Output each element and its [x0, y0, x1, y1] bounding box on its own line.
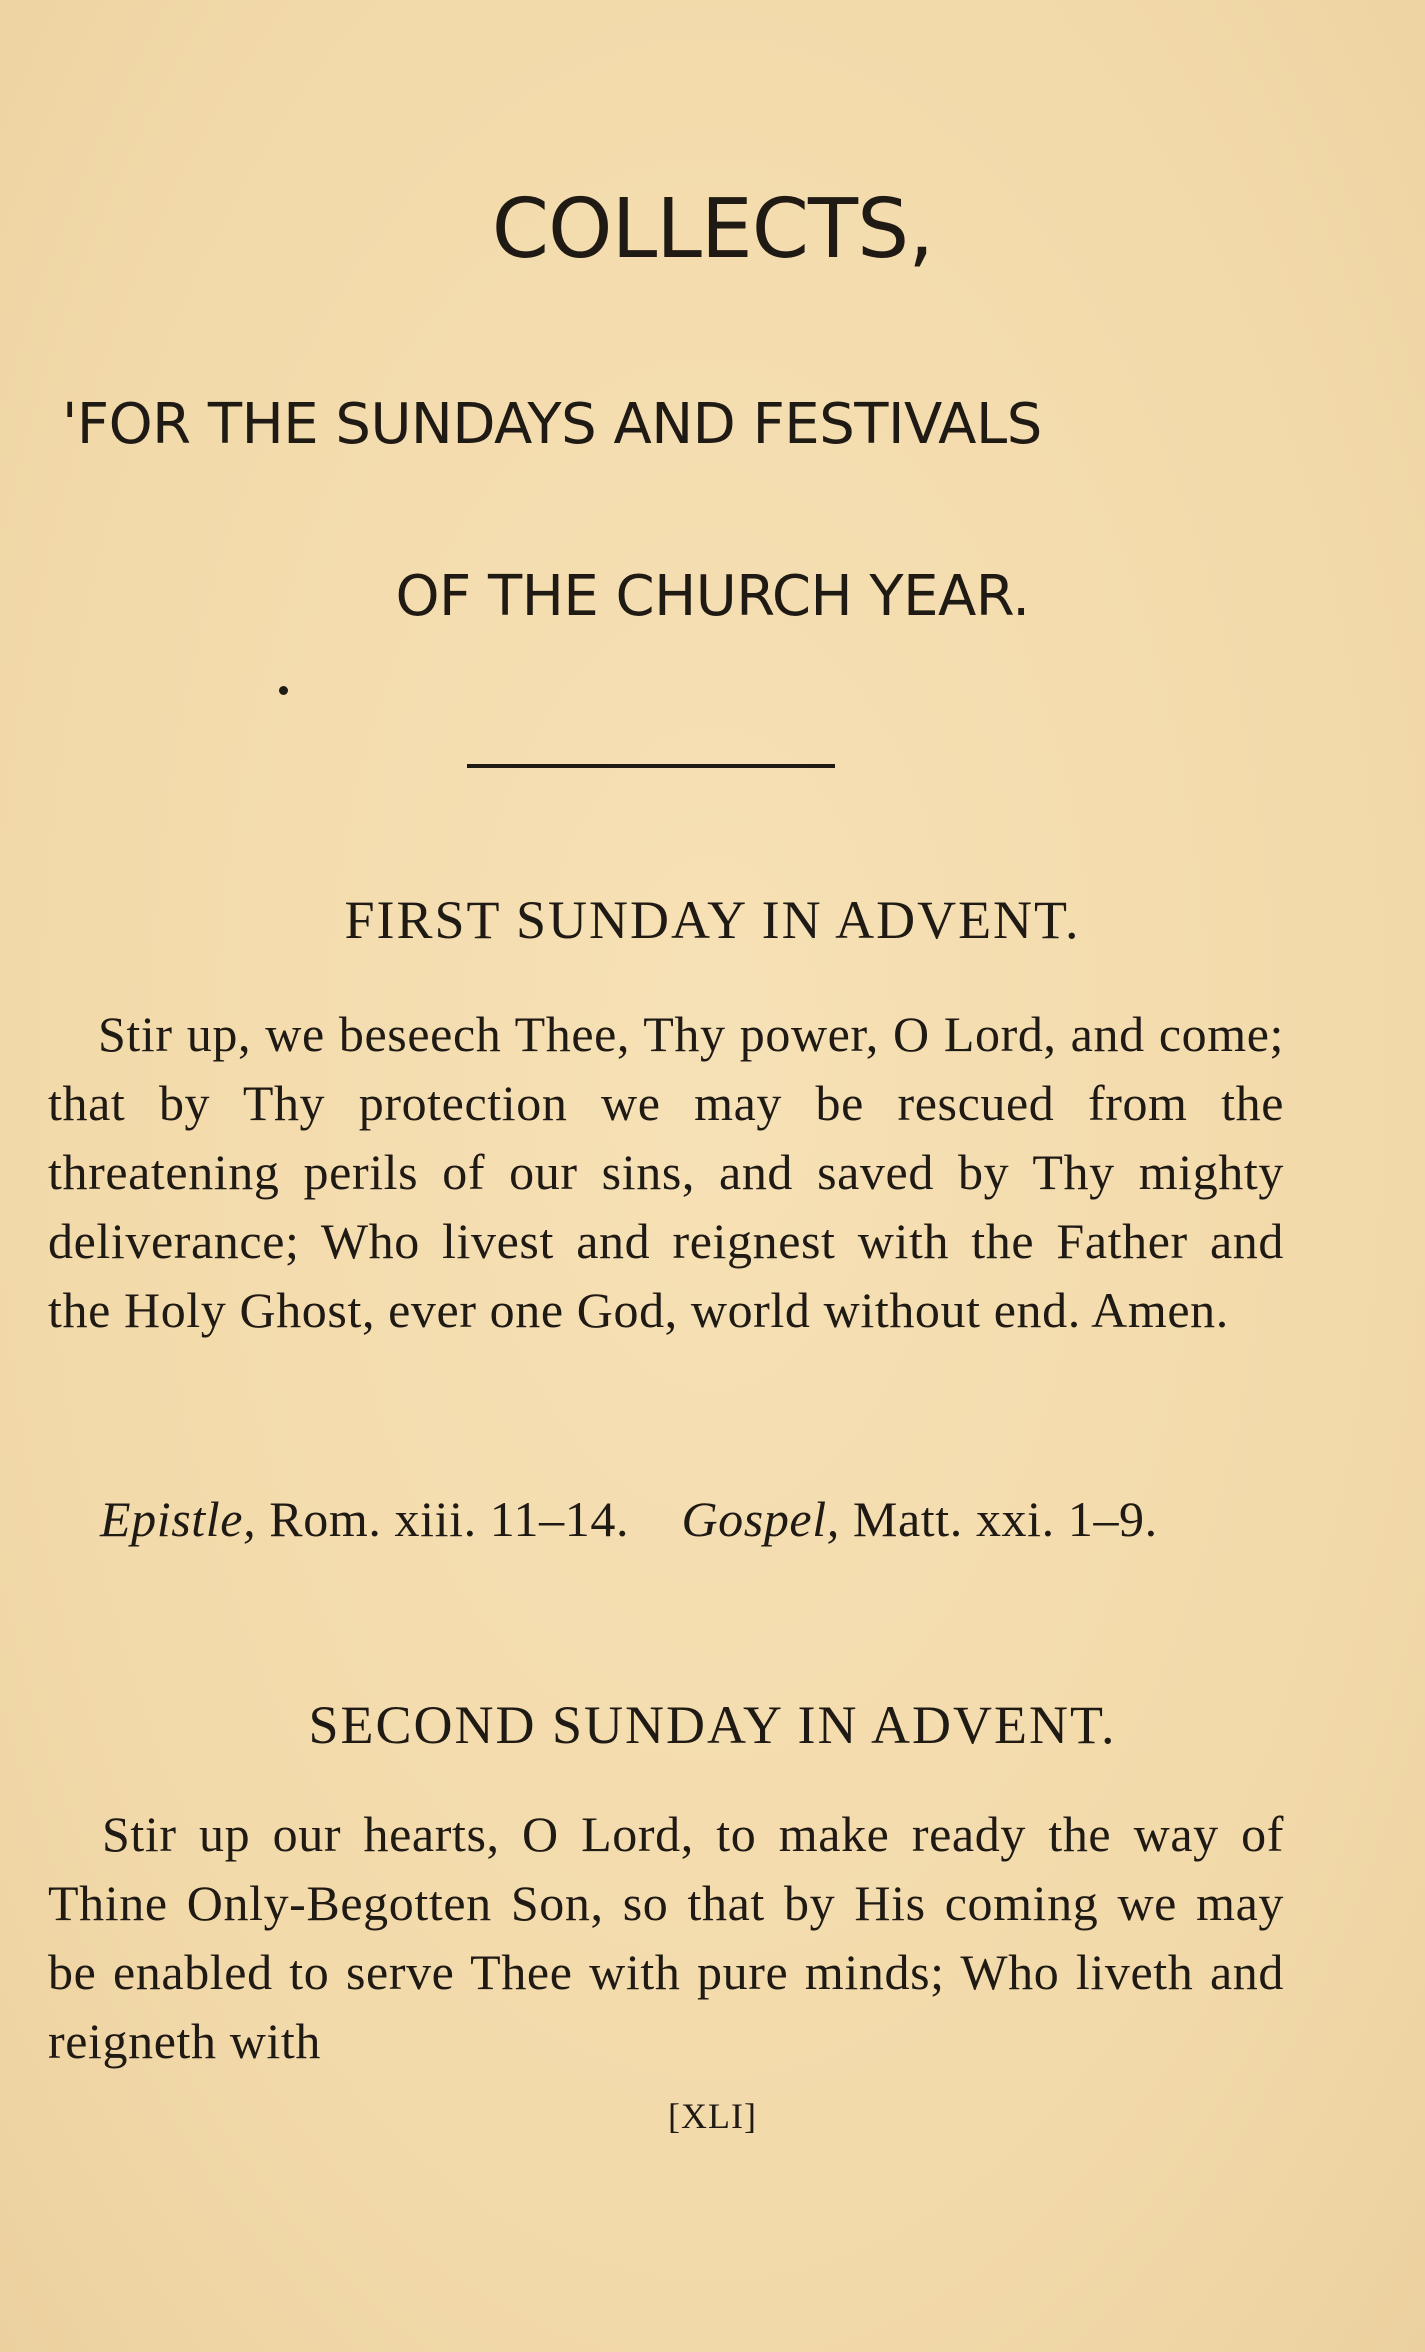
- gospel-reference: Matt. xxi. 1–9.: [852, 1491, 1158, 1547]
- section-heading-second-sunday: SECOND SUNDAY IN ADVENT.: [308, 1695, 1117, 1755]
- scripture-references-first-sunday: [48, 1485, 1284, 1554]
- page-title: COLLECTS,: [491, 182, 934, 277]
- collect-text-first-sunday: Stir up, we beseech Thee, Thy power, O Lord, and come; that by Thy protection we may be rescued from the threatening perils of our sins, and saved by Thy mighty deliverance; Who livest and reignest with the Father and the Holy Ghost, ever one God, world without end. Amen.: [48, 1006, 1284, 1338]
- epistle-label: Epistle,: [100, 1491, 257, 1547]
- page-number: [XLI]: [668, 2096, 757, 2136]
- stray-dot-mark: [279, 686, 288, 695]
- section-heading-first-sunday: FIRST SUNDAY IN ADVENT.: [344, 890, 1081, 950]
- subtitle-line-1: 'FOR THE SUNDAYS AND FESTIVALS: [62, 392, 1042, 457]
- epistle-reference: Rom. xiii. 11–14.: [269, 1491, 630, 1547]
- gospel-label: Gospel,: [681, 1491, 840, 1547]
- collect-text-second-sunday: Stir up our hearts, O Lord, to make ready the way of Thine Only-Begotten Son, so that by His coming we may be enabled to serve Thee with pure minds; Who liveth and reigneth with: [48, 1806, 1284, 2069]
- section-divider-rule: [467, 764, 835, 768]
- subtitle-line-2: OF THE CHURCH YEAR.: [395, 564, 1030, 629]
